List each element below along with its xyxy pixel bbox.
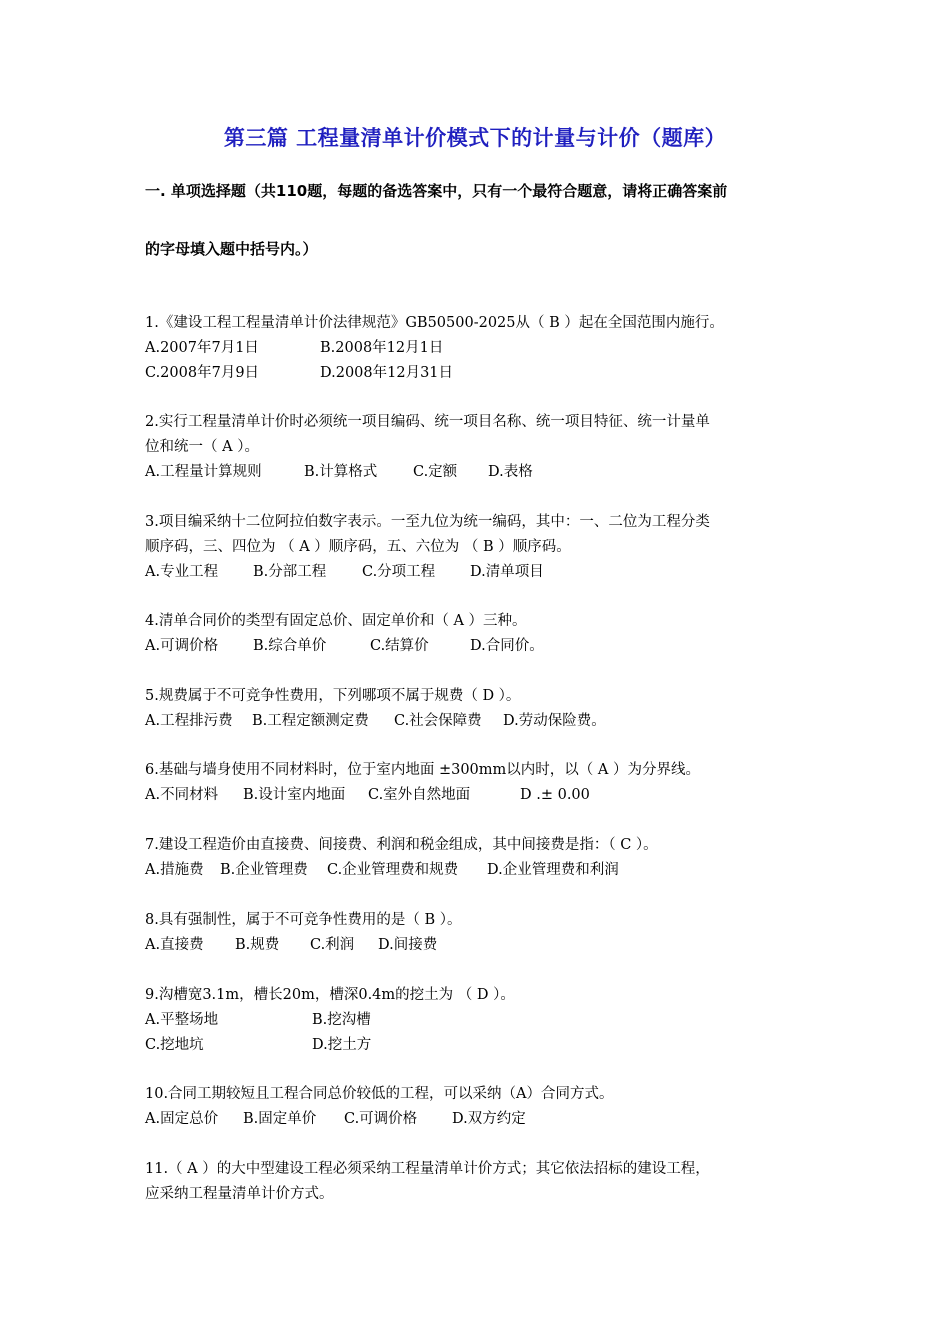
options-row [145, 783, 815, 808]
options-row [145, 1033, 815, 1058]
section-heading-line-2: 的字母填入题中括号内。） [145, 240, 318, 258]
option-b: B.2008年12月1日 [320, 340, 444, 356]
option-c: C.定额 [413, 464, 458, 480]
question-5 [145, 684, 815, 734]
question-1 [145, 311, 815, 386]
option-b: B.挖沟槽 [312, 1012, 371, 1028]
options-row [145, 709, 815, 734]
option-a: A.工程量计算规则 [145, 464, 262, 480]
option-a: A.专业工程 [145, 564, 219, 580]
question-text: 7.建设工程造价由直接费、间接费、利润和税金组成，其中间接费是指：（ C ）。 [145, 837, 658, 853]
question-text: 9.沟槽宽3.1m，槽长20m，槽深0.4m的挖土为 （ D ）。 [145, 987, 515, 1003]
option-b: B.规费 [235, 937, 280, 953]
question-2 [145, 410, 815, 485]
question-text: 位和统一（ A ）。 [145, 439, 259, 455]
question-6 [145, 758, 815, 808]
question-text: 1.《建设工程工程量清单计价法律规范》GB50500-2025从（ B ）起在全国范围内施行。 [145, 315, 724, 331]
option-d: D.清单项目 [470, 564, 544, 580]
option-c: C.利润 [310, 937, 355, 953]
option-b: B.计算格式 [304, 464, 378, 480]
question-text: 顺序码，三、四位为 （ A ）顺序码，五、六位为 （ B ）顺序码。 [145, 539, 571, 555]
options-row [145, 858, 815, 883]
option-d: D.2008年12月31日 [320, 365, 454, 381]
option-a: A.固定总价 [145, 1111, 219, 1127]
option-d: D .± 0.00 [520, 787, 590, 803]
options-row [145, 933, 815, 958]
question-8 [145, 908, 815, 958]
option-c: C.社会保障费 [394, 713, 482, 729]
options-row [145, 634, 815, 659]
option-a: A.不同材料 [145, 787, 219, 803]
question-text: 2.实行工程量清单计价时必须统一项目编码、统一项目名称、统一项目特征、统一计量单 [145, 414, 710, 430]
option-b: B.企业管理费 [220, 862, 308, 878]
option-d: D.合同价。 [470, 638, 544, 654]
option-d: D.双方约定 [452, 1111, 526, 1127]
option-c: C.挖地坑 [145, 1037, 204, 1053]
option-b: B.综合单价 [253, 638, 327, 654]
question-4 [145, 609, 815, 659]
question-text: 应采纳工程量清单计价方式。 [145, 1186, 334, 1202]
option-d: D.劳动保险费。 [503, 713, 606, 729]
question-text: 3.项目编采纳十二位阿拉伯数字表示。一至九位为统一编码，其中：一、二位为工程分类 [145, 514, 710, 530]
options-row [145, 460, 815, 485]
question-text: 5.规费属于不可竞争性费用，下列哪项不属于规费（ D ）。 [145, 688, 521, 704]
option-c: C.分项工程 [362, 564, 436, 580]
option-a: A.平整场地 [145, 1012, 219, 1028]
question-10 [145, 1082, 815, 1132]
option-c: C.2008年7月9日 [145, 365, 260, 381]
options-row [145, 1107, 815, 1132]
question-9 [145, 983, 815, 1058]
question-text: 8.具有强制性，属于不可竞争性费用的是（ B ）。 [145, 912, 462, 928]
option-c: C.可调价格 [344, 1111, 418, 1127]
option-a: A.工程排污费 [145, 713, 233, 729]
question-text: 4.清单合同价的类型有固定总价、固定单价和（ A ）三种。 [145, 613, 527, 629]
question-text: 11.（ A ）的大中型建设工程必须采纳工程量清单计价方式；其它依法招标的建设工程， [145, 1161, 710, 1177]
option-b: B.设计室内地面 [243, 787, 346, 803]
option-d: D.挖土方 [312, 1037, 372, 1053]
option-a: A.可调价格 [145, 638, 219, 654]
option-a: A.2007年7月1日 [145, 340, 259, 356]
option-a: A.措施费 [145, 862, 204, 878]
options-row [145, 336, 815, 361]
question-text: 10.合同工期较短且工程合同总价较低的工程，可以采纳（A）合同方式。 [145, 1086, 614, 1102]
section-heading-line-1: 一. 单项选择题（共110题，每题的备选答案中，只有一个最符合题意，请将正确答案前 [145, 182, 728, 200]
page-title: 第三篇 工程量清单计价模式下的计量与计价（题库） [223, 126, 727, 150]
options-row [145, 560, 815, 585]
question-11 [145, 1157, 815, 1207]
option-b: B.工程定额测定费 [252, 713, 369, 729]
option-d: D.间接费 [378, 937, 438, 953]
question-7 [145, 833, 815, 883]
option-c: C.室外自然地面 [368, 787, 471, 803]
option-c: C.结算价 [370, 638, 429, 654]
options-row [145, 361, 815, 386]
option-d: D.表格 [488, 464, 533, 480]
option-b: B.分部工程 [253, 564, 327, 580]
question-3 [145, 510, 815, 585]
option-a: A.直接费 [145, 937, 204, 953]
option-b: B.固定单价 [243, 1111, 317, 1127]
options-row [145, 1008, 815, 1033]
option-d: D.企业管理费和利润 [487, 862, 619, 878]
option-c: C.企业管理费和规费 [327, 862, 459, 878]
question-text: 6.基础与墙身使用不同材料时，位于室内地面 ±300mm以内时，以（ A ）为分界线。 [145, 762, 700, 778]
